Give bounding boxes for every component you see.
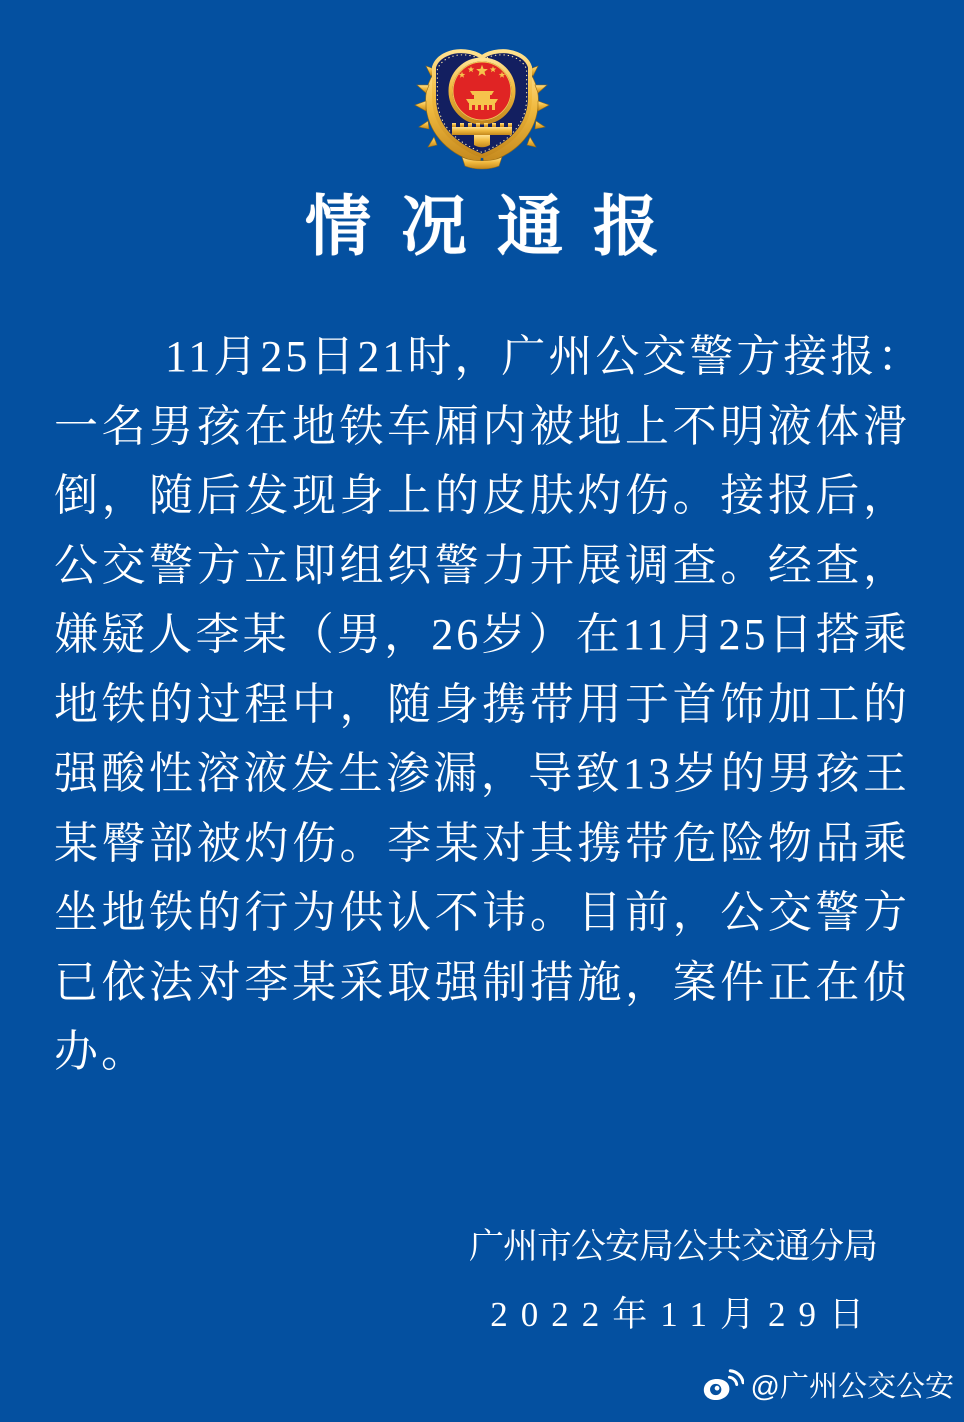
body-line: 倒，随后发现身上的皮肤灼伤。接报后， xyxy=(54,471,910,520)
body-line: 某臀部被灼伤。李某对其携带危险物品乘 xyxy=(54,818,910,868)
signature-block xyxy=(469,1224,877,1338)
body-line: 地铁的过程中，随身携带用于首饰加工的 xyxy=(54,679,910,729)
police-badge-icon xyxy=(412,42,552,174)
body-line: 一名男孩在地铁车厢内被地上不明液体滑 xyxy=(54,401,910,451)
notice-body xyxy=(54,322,925,1087)
issue-date: 2022年11月29日 xyxy=(490,1295,877,1334)
weibo-watermark xyxy=(702,1364,954,1405)
weibo-handle: @广州公交公安 xyxy=(750,1371,954,1403)
body-line: 11月25日21时，广州公交警方接报： xyxy=(165,332,925,381)
body-line: 已依法对李某采取强制措施，案件正在侦 xyxy=(54,957,910,1007)
issuing-agency: 广州市公安局公共交通分局 xyxy=(468,1227,877,1266)
body-line: 强酸性溶液发生渗漏，导致13岁的男孩王 xyxy=(54,749,910,798)
body-line: 坐地铁的行为供认不讳。目前，公交警方 xyxy=(54,888,910,937)
body-line: 嫌疑人李某（男，26岁）在11月25日搭乘 xyxy=(54,610,910,659)
body-line: 公交警方立即组织警力开展调查。经查， xyxy=(54,540,910,590)
weibo-icon xyxy=(702,1366,744,1403)
body-line: 办。 xyxy=(54,1027,148,1076)
notice-title: 情况通报 xyxy=(305,191,689,264)
